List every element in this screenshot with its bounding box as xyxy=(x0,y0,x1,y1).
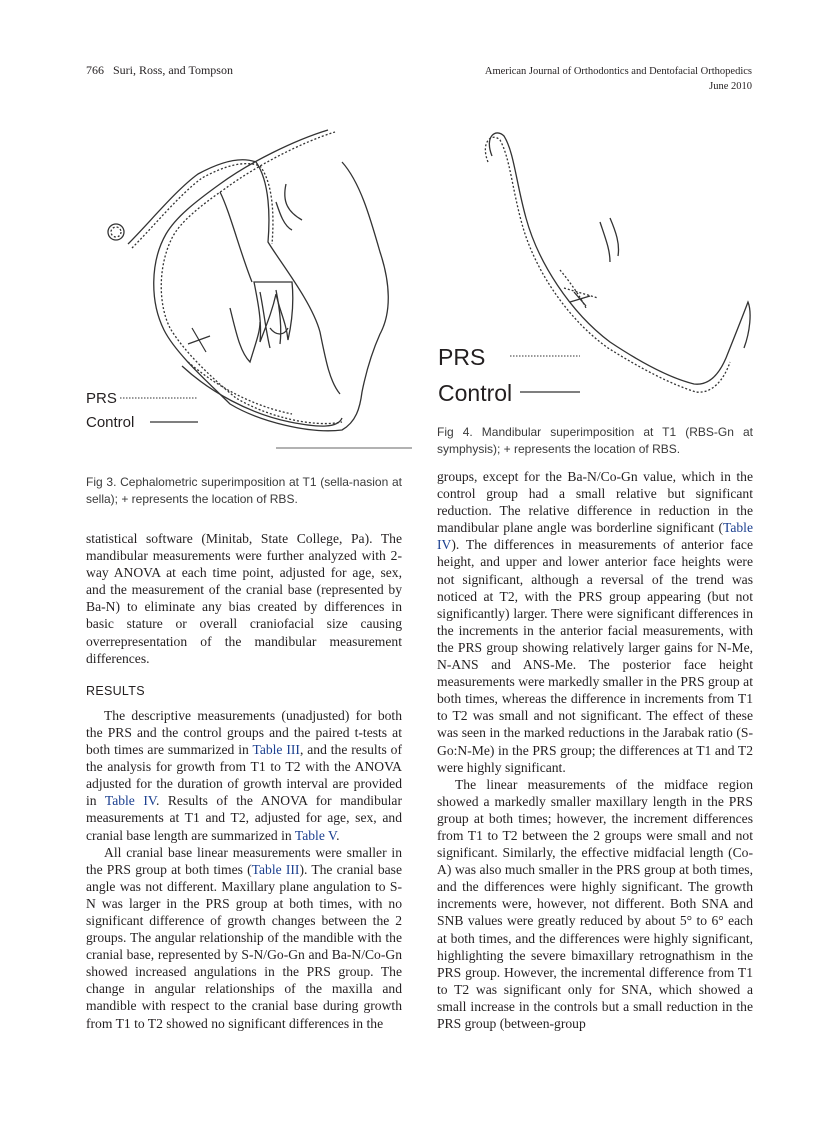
table-3-link[interactable]: Table III xyxy=(251,861,300,877)
paragraph: statistical software (Minitab, State College, Pa). The mandibular measurements were further analyzed with 2-way ANOVA at each time point, adjusted for age, sex, and the measurement of the cranial base (represented by Ba-N) to eliminate any bias created by differences in basic stature or overall craniofacial size causing overrepresentation of the mandibular measurement differences. xyxy=(86,531,402,666)
text-span: The descriptive measurements (unadjusted) for both the PRS and the control groups and the paired t-tests at both times are summarized in xyxy=(86,707,402,758)
skull-outline-prs xyxy=(154,130,389,431)
author-line: Suri, Ross, and Tompson xyxy=(113,63,233,77)
figure-4-label-control: Control xyxy=(438,380,513,406)
figure-4-label-prs: PRS xyxy=(438,344,486,370)
table-5-link[interactable]: Table V xyxy=(294,827,337,843)
table-4-link[interactable]: Table IV xyxy=(437,520,753,553)
results-heading: RESULTS xyxy=(86,683,145,698)
paragraph xyxy=(86,707,402,844)
text-span: groups, except for the Ba-N/Co-Gn value, which in the control group had a small relative but significant reduction. The relative difference in reduction in the mandibular plane angle was borderline significant ( xyxy=(437,469,753,536)
figure-4-caption: Fig 4. Mandibular superimposition at T1 (RBS-Gn at symphysis); + represents the location of RBS. xyxy=(437,425,753,456)
mandible-outline xyxy=(182,366,342,426)
rbs-marker-plus xyxy=(570,292,590,306)
text-span: . xyxy=(336,827,340,843)
rbs-marker-plus xyxy=(188,328,210,352)
figure-3-label-control: Control xyxy=(86,414,135,431)
paragraph xyxy=(437,468,753,776)
page-number: 766 xyxy=(86,63,104,77)
text-span: , and the results of the analysis for growth from T1 to T2 with the ANOVA adjusted for the duration of growth interval are provided in xyxy=(86,742,402,809)
figure-3-caption: Fig 3. Cephalometric superimposition at T1 (sella-nasion at sella); + represents the location of RBS. xyxy=(86,475,402,506)
teeth-outline xyxy=(254,282,293,342)
table-3-link[interactable]: Table III xyxy=(252,742,300,758)
mandible-outline-prs xyxy=(489,133,750,384)
face-profile xyxy=(128,160,340,394)
text-span: ). The differences in measurements of anterior face height, and upper and lower anterior face heights were not significant, although a reversal of the trend was noticed at T2, with the PRS group appearing (but not significantly) larger. There were significant differences in the increments in the anterior facial measurements, with the PRS group showing relatively larger gains for N-Me, N-ANS and ANS-Me. The posterior face height measurements were markedly smaller in the PRS group at both times, whereas the difference in increments from T1 to T2 was small and not significant. The effect of these was seen in the marked reductions in the Jarabak ratio (S-Go:N-Me) in the PRS group; the differences at T1 and T2 were highly significant. xyxy=(437,537,753,775)
text-span: . Results of the ANOVA for mandibular measurements at T1 and T2, adjusted for age, sex, and cranial base length are summarized in xyxy=(86,793,402,843)
paragraph: The linear measurements of the midface region showed a markedly smaller maxillary length in the PRS group at both times; however, the increment differences from T1 to T2 between the 2 groups were small and not significant. Similarly, the effective midfacial length (Co-A) was also much smaller in the PRS group at both times, and the differences were highly significant. The growth increments were, however, not different. Both SNA and SNB values were greatly reduced by about 5° to 6° each at both times, and the differences were highly significant, highlighting the severe bimaxillary retrognathism in the PRS group. However, the incremental difference from T1 to T2 was significant only for SNA, which showed a small increase in the controls but a small reduction in the PRS group (between-group xyxy=(437,776,753,1031)
table-4-link[interactable]: Table IV xyxy=(104,793,156,809)
figure-3-cephalometric-superimposition xyxy=(80,122,412,462)
right-text-column xyxy=(437,468,753,1032)
text-span: ). The cranial base angle was not different. Maxillary plane angulation to S-N was larger in the PRS group at both times, with no significant difference of growth changes between the 2 groups. The angular relationship of the mandible with the cranial base, represented by S-N/Go-Gn and Ba-N/Co-Gn showed increased angulations in the PRS group. The change in angular relationships of the maxilla and mandible with respect to the cranial base during growth from T1 to T2 showed no significant differences in the xyxy=(86,861,402,1031)
running-header-right xyxy=(485,64,752,94)
running-header-left xyxy=(86,63,233,78)
skull-outline-control xyxy=(161,132,342,424)
journal-name: American Journal of Orthodontics and Dentofacial Orthopedics xyxy=(484,66,752,77)
issue-date: June 2010 xyxy=(709,81,752,92)
text-span: All cranial base linear measurements were smaller in the PRS group at both times ( xyxy=(86,844,402,877)
figure-3-label-prs: PRS xyxy=(86,390,117,407)
left-text-column xyxy=(86,530,402,1032)
mandible-outline-control xyxy=(485,137,730,392)
paragraph xyxy=(86,844,402,1032)
figure-4-mandibular-superimposition xyxy=(430,122,760,422)
